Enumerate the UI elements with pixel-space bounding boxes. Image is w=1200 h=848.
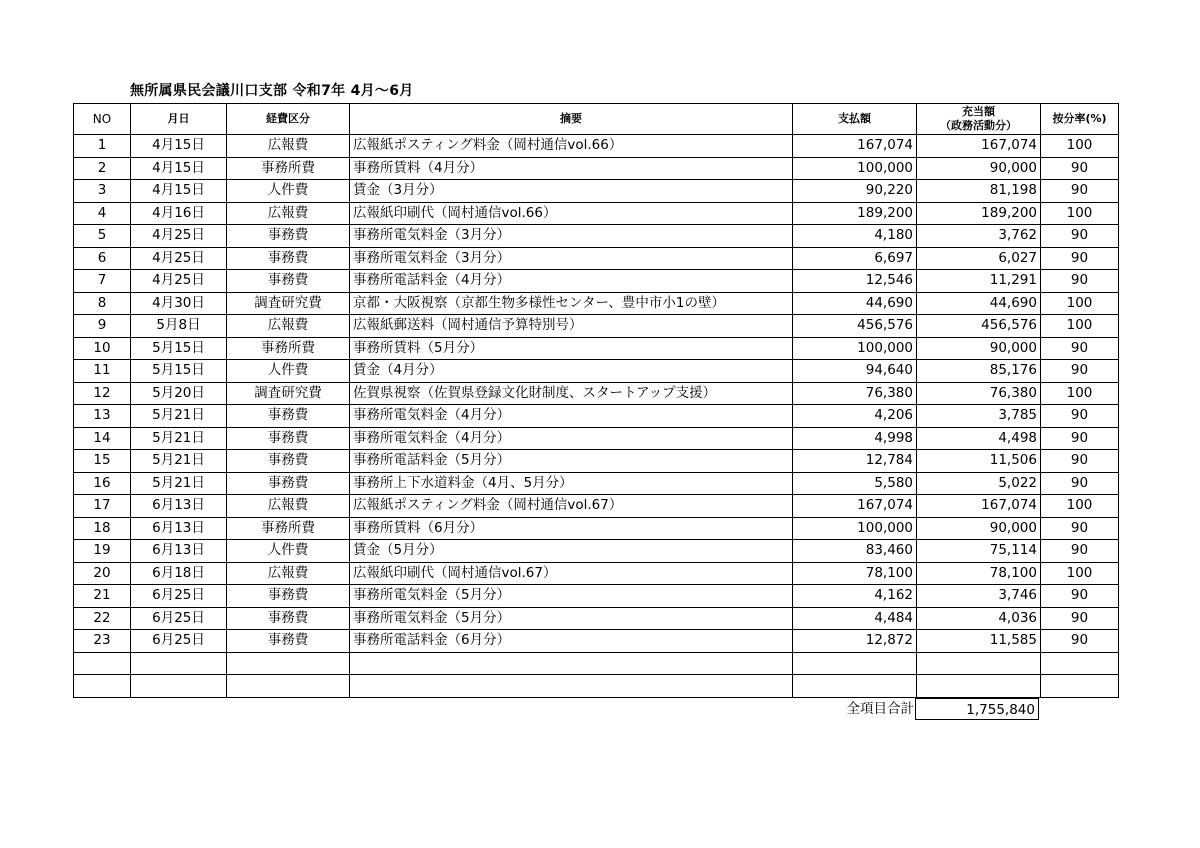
cell-category: 事務費 [227, 247, 350, 270]
cell-summary: 事務所電話料金（5月分） [350, 450, 793, 473]
cell-no: 11 [74, 360, 131, 383]
cell-date: 6月13日 [131, 495, 227, 518]
cell-date: 5月21日 [131, 427, 227, 450]
cell-no: 14 [74, 427, 131, 450]
cell-no: 15 [74, 450, 131, 473]
cell-ratio: 90 [1041, 270, 1119, 293]
cell-allocated: 167,074 [917, 135, 1041, 158]
cell-summary: 京都・大阪視察（京都生物多様性センター、豊中市小1の壁） [350, 292, 793, 315]
cell-no: 13 [74, 405, 131, 428]
cell-date: 5月21日 [131, 450, 227, 473]
cell-category: 広報費 [227, 202, 350, 225]
cell-summary [350, 675, 793, 698]
cell-category: 広報費 [227, 135, 350, 158]
cell-summary: 事務所電気料金（3月分） [350, 247, 793, 270]
table-row [74, 495, 1119, 518]
cell-allocated: 75,114 [917, 540, 1041, 563]
cell-summary: 事務所賃料（4月分） [350, 157, 793, 180]
table-row [74, 450, 1119, 473]
cell-category: 事務所費 [227, 157, 350, 180]
cell-ratio: 100 [1041, 495, 1119, 518]
cell-paid: 83,460 [793, 540, 917, 563]
cell-no: 9 [74, 315, 131, 338]
cell-allocated [917, 675, 1041, 698]
cell-summary: 賃金（3月分） [350, 180, 793, 203]
table-row [74, 405, 1119, 428]
cell-ratio [1041, 675, 1119, 698]
cell-no: 6 [74, 247, 131, 270]
cell-date: 5月15日 [131, 337, 227, 360]
table-row [74, 382, 1119, 405]
table-row [74, 270, 1119, 293]
cell-summary: 広報紙印刷代（岡村通信vol.66） [350, 202, 793, 225]
cell-allocated: 3,785 [917, 405, 1041, 428]
cell-paid: 167,074 [793, 495, 917, 518]
cell-category: 事務費 [227, 270, 350, 293]
cell-summary: 広報紙ポスティング料金（岡村通信vol.66） [350, 135, 793, 158]
cell-no: 2 [74, 157, 131, 180]
column-header-no: NO [74, 104, 131, 135]
table-row [74, 315, 1119, 338]
cell-date: 5月21日 [131, 472, 227, 495]
cell-ratio: 90 [1041, 450, 1119, 473]
cell-allocated: 11,585 [917, 630, 1041, 653]
cell-ratio: 90 [1041, 630, 1119, 653]
cell-category: 調査研究費 [227, 382, 350, 405]
cell-allocated: 5,022 [917, 472, 1041, 495]
cell-date: 5月15日 [131, 360, 227, 383]
table-row [74, 517, 1119, 540]
table-row [74, 562, 1119, 585]
cell-category: 事務費 [227, 607, 350, 630]
table-row [74, 540, 1119, 563]
cell-date: 6月25日 [131, 585, 227, 608]
page-title: 無所属県民会議川口支部 令和7年 4月～6月 [130, 83, 414, 99]
cell-summary: 賃金（4月分） [350, 360, 793, 383]
table-row [74, 472, 1119, 495]
cell-category: 事務費 [227, 630, 350, 653]
column-header-category: 経費区分 [227, 104, 350, 135]
cell-ratio: 100 [1041, 315, 1119, 338]
table-row [74, 135, 1119, 158]
cell-ratio: 90 [1041, 472, 1119, 495]
cell-paid: 100,000 [793, 157, 917, 180]
cell-no [74, 675, 131, 698]
cell-summary: 事務所電気料金（5月分） [350, 585, 793, 608]
cell-summary: 賃金（5月分） [350, 540, 793, 563]
cell-ratio: 90 [1041, 337, 1119, 360]
cell-date: 4月15日 [131, 157, 227, 180]
cell-paid: 90,220 [793, 180, 917, 203]
cell-ratio: 100 [1041, 382, 1119, 405]
cell-summary: 広報紙印刷代（岡村通信vol.67） [350, 562, 793, 585]
cell-allocated: 189,200 [917, 202, 1041, 225]
cell-ratio: 90 [1041, 247, 1119, 270]
table-row [74, 427, 1119, 450]
cell-summary: 事務所電話料金（4月分） [350, 270, 793, 293]
cell-allocated: 11,506 [917, 450, 1041, 473]
total-row [792, 698, 1042, 721]
cell-no: 7 [74, 270, 131, 293]
table-row [74, 630, 1119, 653]
cell-category: 事務費 [227, 427, 350, 450]
cell-ratio: 100 [1041, 135, 1119, 158]
cell-date: 5月20日 [131, 382, 227, 405]
table-row [74, 585, 1119, 608]
cell-date [131, 652, 227, 675]
cell-category: 事務所費 [227, 337, 350, 360]
cell-date: 6月25日 [131, 607, 227, 630]
column-header-summary: 摘要 [350, 104, 793, 135]
table-row [74, 675, 1119, 698]
cell-ratio [1041, 652, 1119, 675]
cell-ratio: 90 [1041, 540, 1119, 563]
cell-date: 4月25日 [131, 225, 227, 248]
cell-summary: 広報紙ポスティング料金（岡村通信vol.67） [350, 495, 793, 518]
cell-date: 4月15日 [131, 180, 227, 203]
cell-paid [793, 652, 917, 675]
cell-summary: 事務所電気料金（4月分） [350, 427, 793, 450]
cell-allocated: 3,762 [917, 225, 1041, 248]
cell-allocated: 44,690 [917, 292, 1041, 315]
cell-no: 23 [74, 630, 131, 653]
cell-date [131, 675, 227, 698]
cell-paid: 4,162 [793, 585, 917, 608]
column-header-ratio: 按分率(%) [1041, 104, 1119, 135]
table-header-row [74, 104, 1119, 135]
table-row [74, 652, 1119, 675]
column-header-paid: 支払額 [793, 104, 917, 135]
cell-summary: 事務所電気料金（4月分） [350, 405, 793, 428]
cell-date: 4月16日 [131, 202, 227, 225]
table-row [74, 292, 1119, 315]
cell-category: 事務費 [227, 472, 350, 495]
cell-allocated: 90,000 [917, 337, 1041, 360]
cell-allocated: 3,746 [917, 585, 1041, 608]
cell-paid: 12,872 [793, 630, 917, 653]
cell-allocated: 85,176 [917, 360, 1041, 383]
cell-date: 6月25日 [131, 630, 227, 653]
total-label: 全項目合計 [846, 701, 914, 717]
cell-ratio: 90 [1041, 180, 1119, 203]
cell-paid: 44,690 [793, 292, 917, 315]
cell-no: 1 [74, 135, 131, 158]
cell-date: 4月15日 [131, 135, 227, 158]
cell-date: 6月13日 [131, 517, 227, 540]
cell-category: 事務所費 [227, 517, 350, 540]
cell-no: 22 [74, 607, 131, 630]
cell-ratio: 90 [1041, 225, 1119, 248]
cell-category: 調査研究費 [227, 292, 350, 315]
cell-summary: 事務所賃料（6月分） [350, 517, 793, 540]
cell-category: 広報費 [227, 315, 350, 338]
cell-date: 4月30日 [131, 292, 227, 315]
cell-category: 人件費 [227, 540, 350, 563]
cell-paid [793, 675, 917, 698]
cell-date: 5月21日 [131, 405, 227, 428]
cell-ratio: 100 [1041, 292, 1119, 315]
cell-summary: 事務所電気料金（3月分） [350, 225, 793, 248]
cell-allocated: 11,291 [917, 270, 1041, 293]
column-header-allocated [917, 104, 1041, 135]
cell-ratio: 100 [1041, 562, 1119, 585]
cell-paid: 5,580 [793, 472, 917, 495]
total-value: 1,755,840 [915, 698, 1039, 720]
cell-summary: 事務所電気料金（5月分） [350, 607, 793, 630]
cell-allocated: 167,074 [917, 495, 1041, 518]
cell-ratio: 90 [1041, 517, 1119, 540]
cell-no: 8 [74, 292, 131, 315]
cell-no: 21 [74, 585, 131, 608]
column-header-allocated-line2: （政務活動分） [940, 119, 1017, 132]
cell-paid: 94,640 [793, 360, 917, 383]
cell-paid: 100,000 [793, 337, 917, 360]
cell-date: 4月25日 [131, 270, 227, 293]
cell-category [227, 652, 350, 675]
cell-no: 4 [74, 202, 131, 225]
table-row [74, 247, 1119, 270]
expense-table [73, 103, 1119, 698]
column-header-allocated-line1: 充当額 [962, 105, 995, 118]
cell-paid: 167,074 [793, 135, 917, 158]
cell-category: 広報費 [227, 495, 350, 518]
cell-paid: 4,998 [793, 427, 917, 450]
cell-no [74, 652, 131, 675]
cell-no: 20 [74, 562, 131, 585]
cell-date: 4月25日 [131, 247, 227, 270]
cell-no: 19 [74, 540, 131, 563]
cell-allocated: 4,498 [917, 427, 1041, 450]
cell-category: 人件費 [227, 180, 350, 203]
cell-no: 3 [74, 180, 131, 203]
cell-paid: 12,784 [793, 450, 917, 473]
cell-paid: 4,180 [793, 225, 917, 248]
cell-category: 人件費 [227, 360, 350, 383]
cell-allocated: 81,198 [917, 180, 1041, 203]
cell-paid: 189,200 [793, 202, 917, 225]
cell-summary: 佐賀県視察（佐賀県登録文化財制度、スタートアップ支援） [350, 382, 793, 405]
cell-category: 事務費 [227, 225, 350, 248]
cell-allocated: 76,380 [917, 382, 1041, 405]
column-header-date: 月日 [131, 104, 227, 135]
cell-category [227, 675, 350, 698]
table-row [74, 360, 1119, 383]
cell-paid: 456,576 [793, 315, 917, 338]
table-row [74, 180, 1119, 203]
cell-ratio: 90 [1041, 360, 1119, 383]
cell-no: 12 [74, 382, 131, 405]
cell-allocated: 90,000 [917, 157, 1041, 180]
table-row [74, 607, 1119, 630]
cell-paid: 4,206 [793, 405, 917, 428]
table-body [74, 135, 1119, 698]
cell-ratio: 90 [1041, 157, 1119, 180]
cell-summary: 広報紙郵送料（岡村通信予算特別号） [350, 315, 793, 338]
cell-ratio: 90 [1041, 585, 1119, 608]
cell-no: 17 [74, 495, 131, 518]
cell-category: 広報費 [227, 562, 350, 585]
cell-summary [350, 652, 793, 675]
cell-summary: 事務所電話料金（6月分） [350, 630, 793, 653]
cell-summary: 事務所上下水道料金（4月、5月分） [350, 472, 793, 495]
cell-ratio: 90 [1041, 405, 1119, 428]
cell-paid: 6,697 [793, 247, 917, 270]
cell-allocated [917, 652, 1041, 675]
cell-paid: 78,100 [793, 562, 917, 585]
cell-no: 5 [74, 225, 131, 248]
cell-category: 事務費 [227, 585, 350, 608]
cell-paid: 4,484 [793, 607, 917, 630]
cell-ratio: 90 [1041, 607, 1119, 630]
cell-category: 事務費 [227, 450, 350, 473]
cell-summary: 事務所賃料（5月分） [350, 337, 793, 360]
cell-allocated: 4,036 [917, 607, 1041, 630]
cell-ratio: 90 [1041, 427, 1119, 450]
cell-ratio: 100 [1041, 202, 1119, 225]
cell-no: 18 [74, 517, 131, 540]
table-row [74, 225, 1119, 248]
cell-allocated: 456,576 [917, 315, 1041, 338]
cell-date: 6月13日 [131, 540, 227, 563]
table-row [74, 337, 1119, 360]
cell-date: 6月18日 [131, 562, 227, 585]
cell-paid: 100,000 [793, 517, 917, 540]
cell-paid: 76,380 [793, 382, 917, 405]
cell-date: 5月8日 [131, 315, 227, 338]
cell-allocated: 6,027 [917, 247, 1041, 270]
table-row [74, 202, 1119, 225]
table-row [74, 157, 1119, 180]
cell-category: 事務費 [227, 405, 350, 428]
cell-allocated: 90,000 [917, 517, 1041, 540]
cell-allocated: 78,100 [917, 562, 1041, 585]
cell-no: 10 [74, 337, 131, 360]
cell-paid: 12,546 [793, 270, 917, 293]
cell-no: 16 [74, 472, 131, 495]
